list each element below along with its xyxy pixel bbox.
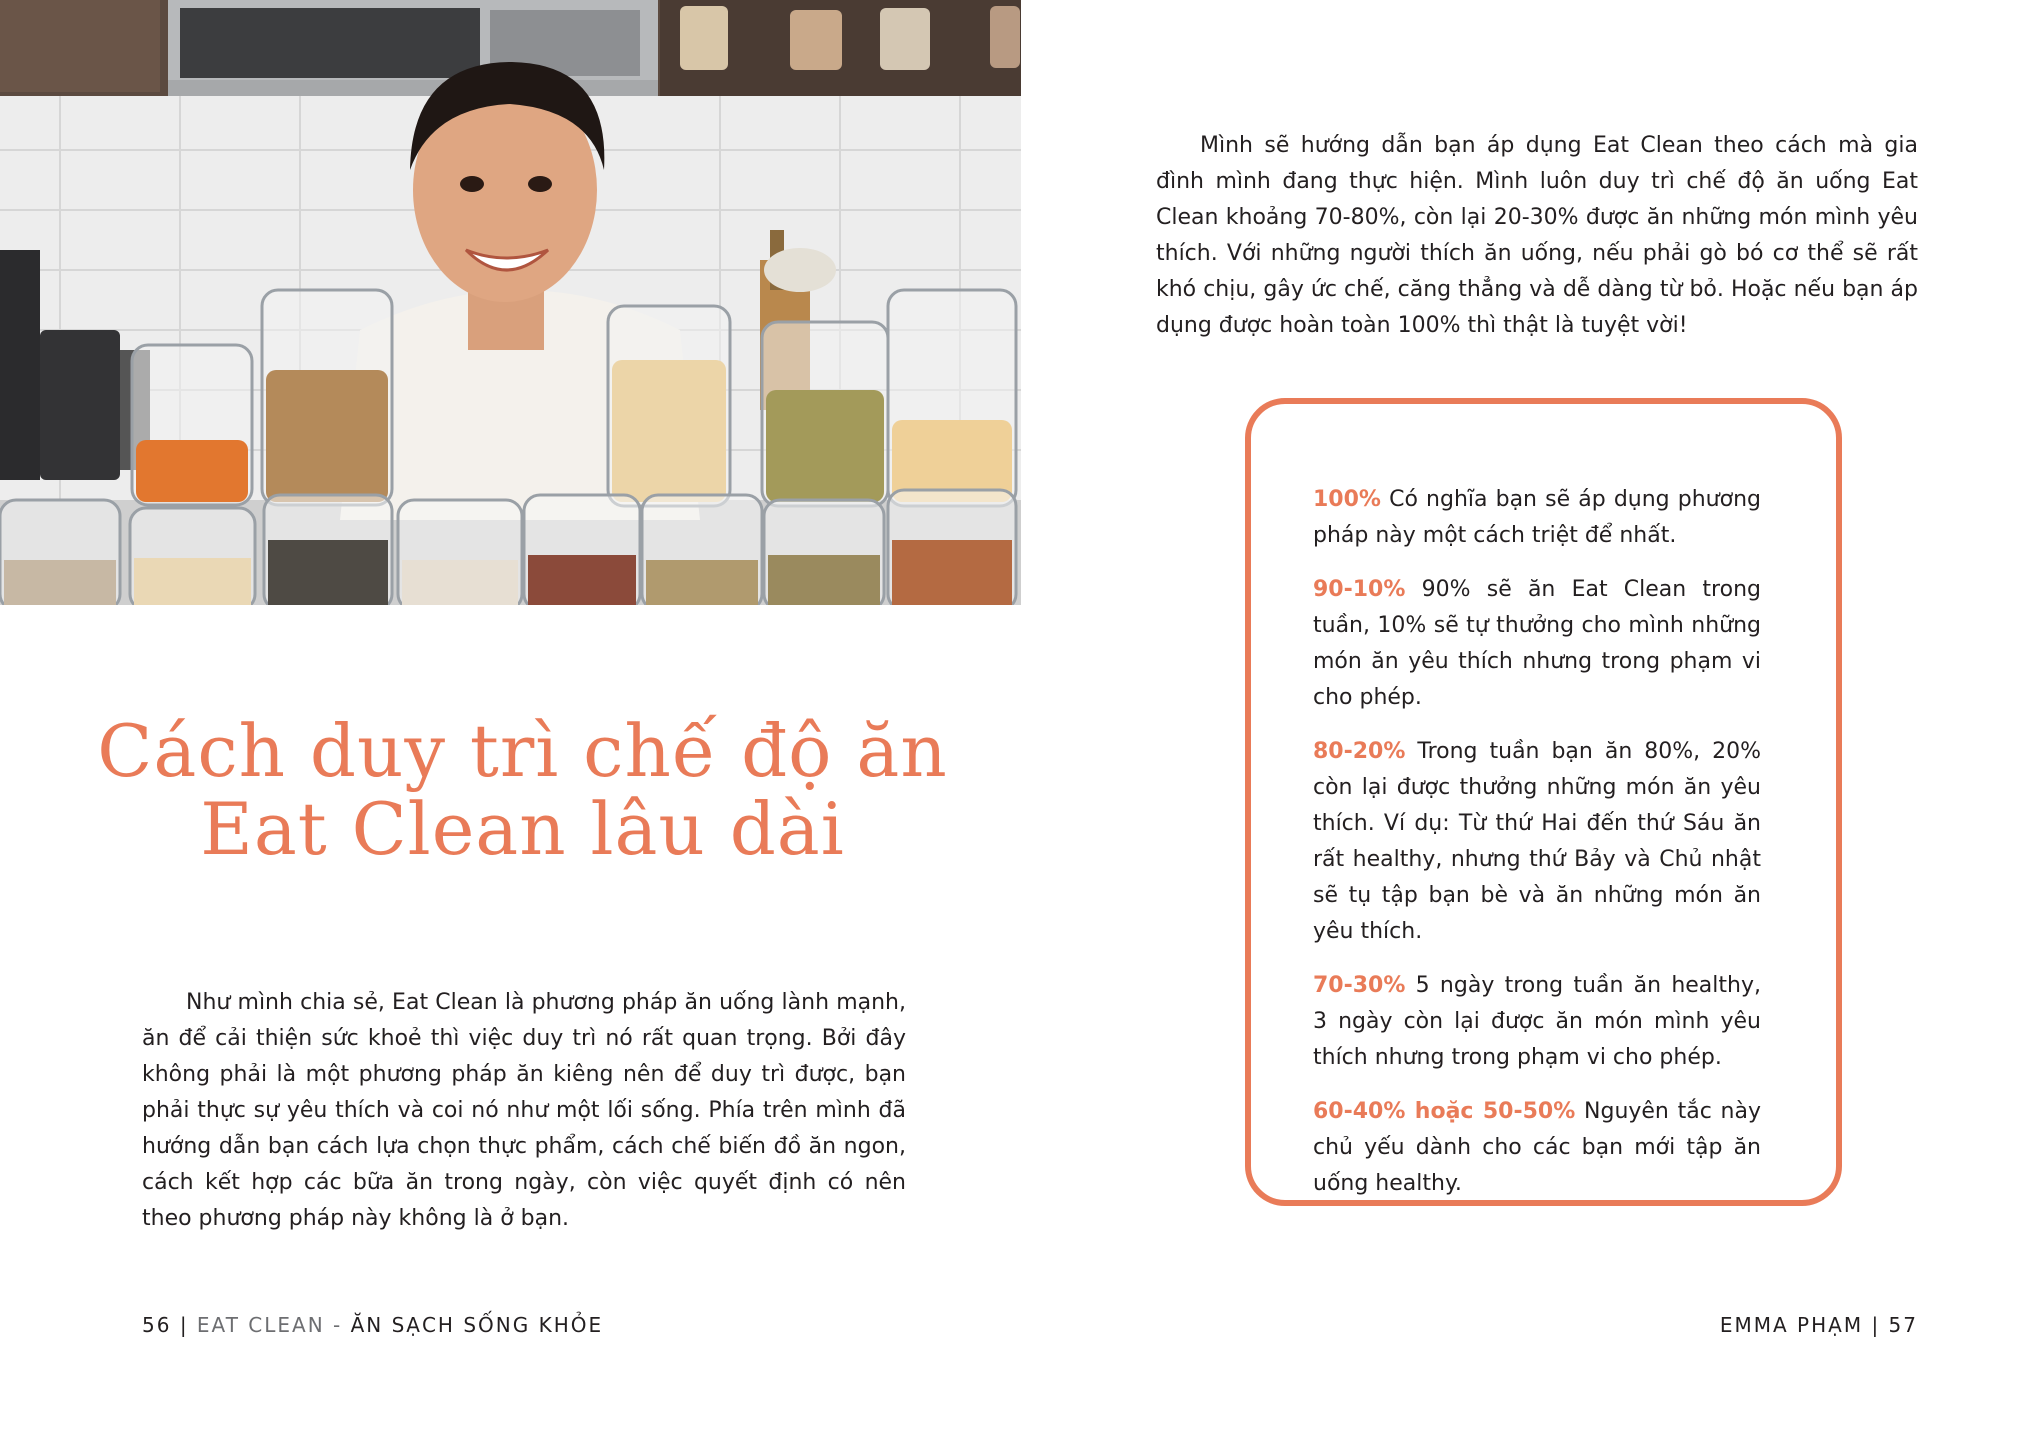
left-page (0, 0, 1021, 1441)
heading-line-1: Cách duy trì chế độ ăn (97, 709, 948, 793)
kitchen-photo (0, 0, 1030, 605)
ratio-item (1313, 734, 1761, 950)
ratio-label: 90-10% (1313, 577, 1406, 602)
ratio-item (1313, 572, 1761, 716)
intro-paragraph: Như mình chia sẻ, Eat Clean là phương pháp ăn uống lành mạnh, ăn để cải thiện sức khoẻ thì việc duy trì nó rất quan trọng. Bởi đây không phải là một phương pháp ăn kiêng nên để duy trì được, bạn phải thực sự yêu thích và coi nó như một lối sống. Phía trên mình đã hướng dẫn bạn cách lựa chọn thực phẩm, cách chế biến đồ ăn ngon, cách kết hợp các bữa ăn trong ngày, còn việc quyết định có nên theo phương pháp này không là ở bạn. (142, 990, 906, 1231)
left-footer (142, 1313, 603, 1337)
heading-line-2: Eat Clean lâu dài (200, 787, 845, 871)
ratio-description: 90% sẽ ăn Eat Clean trong tuần, 10% sẽ tự thưởng cho mình những món ăn yêu thích nhưng trong phạm vi cho phép. (1313, 577, 1761, 710)
footer-separator: | (179, 1313, 189, 1337)
ratio-item (1313, 482, 1761, 554)
book-title: EAT CLEAN (196, 1313, 325, 1337)
ratio-label: 60-40% hoặc 50-50% (1313, 1099, 1576, 1124)
ratio-label: 80-20% (1313, 739, 1406, 764)
title-dash: - (333, 1313, 343, 1337)
ratio-description: Trong tuần bạn ăn 80%, 20% còn lại được thưởng những món ăn yêu thích. Ví dụ: Từ thứ Hai đến thứ Sáu ăn rất healthy, nhưng thứ Bảy và Chủ nhật sẽ tụ tập bạn bè và ăn những món ăn yêu thích. (1313, 739, 1761, 944)
ratio-item (1313, 968, 1761, 1076)
ratio-item (1313, 1094, 1761, 1202)
ratio-list (1313, 482, 1761, 1220)
ratio-description: 5 ngày trong tuần ăn healthy, 3 ngày còn lại được ăn món mình yêu thích nhưng trong phạm vi cho phép. (1313, 973, 1761, 1070)
page-number: 57 (1888, 1313, 1918, 1337)
method-paragraph: Mình sẽ hướng dẫn bạn áp dụng Eat Clean theo cách mà gia đình mình đang thực hiện. Mình luôn duy trì chế độ ăn uống Eat Clean khoảng 70-80%, còn lại 20-30% được ăn những món mình yêu thích. Với những người thích ăn uống, nếu phải gò bó cơ thể sẽ rất khó chịu, gây ức chế, căng thẳng và dễ dàng từ bỏ. Hoặc nếu bạn áp dụng được hoàn toàn 100% thì thật là tuyệt vời! (1156, 133, 1918, 338)
ratio-label: 70-30% (1313, 973, 1406, 998)
footer-separator: | (1871, 1313, 1881, 1337)
author-name: EMMA PHẠM (1719, 1313, 1864, 1337)
chapter-heading (70, 709, 975, 871)
ratio-description: Có nghĩa bạn sẽ áp dụng phương pháp này một cách triệt để nhất. (1313, 487, 1761, 548)
book-subtitle: ĂN SẠCH SỐNG KHỎE (350, 1313, 604, 1337)
right-footer (1720, 1313, 1918, 1337)
page-number: 56 (142, 1313, 172, 1337)
ratio-description: Nguyên tắc này chủ yếu dành cho các bạn mới tập ăn uống healthy. (1313, 1099, 1761, 1196)
ratio-label: 100% (1313, 487, 1381, 512)
